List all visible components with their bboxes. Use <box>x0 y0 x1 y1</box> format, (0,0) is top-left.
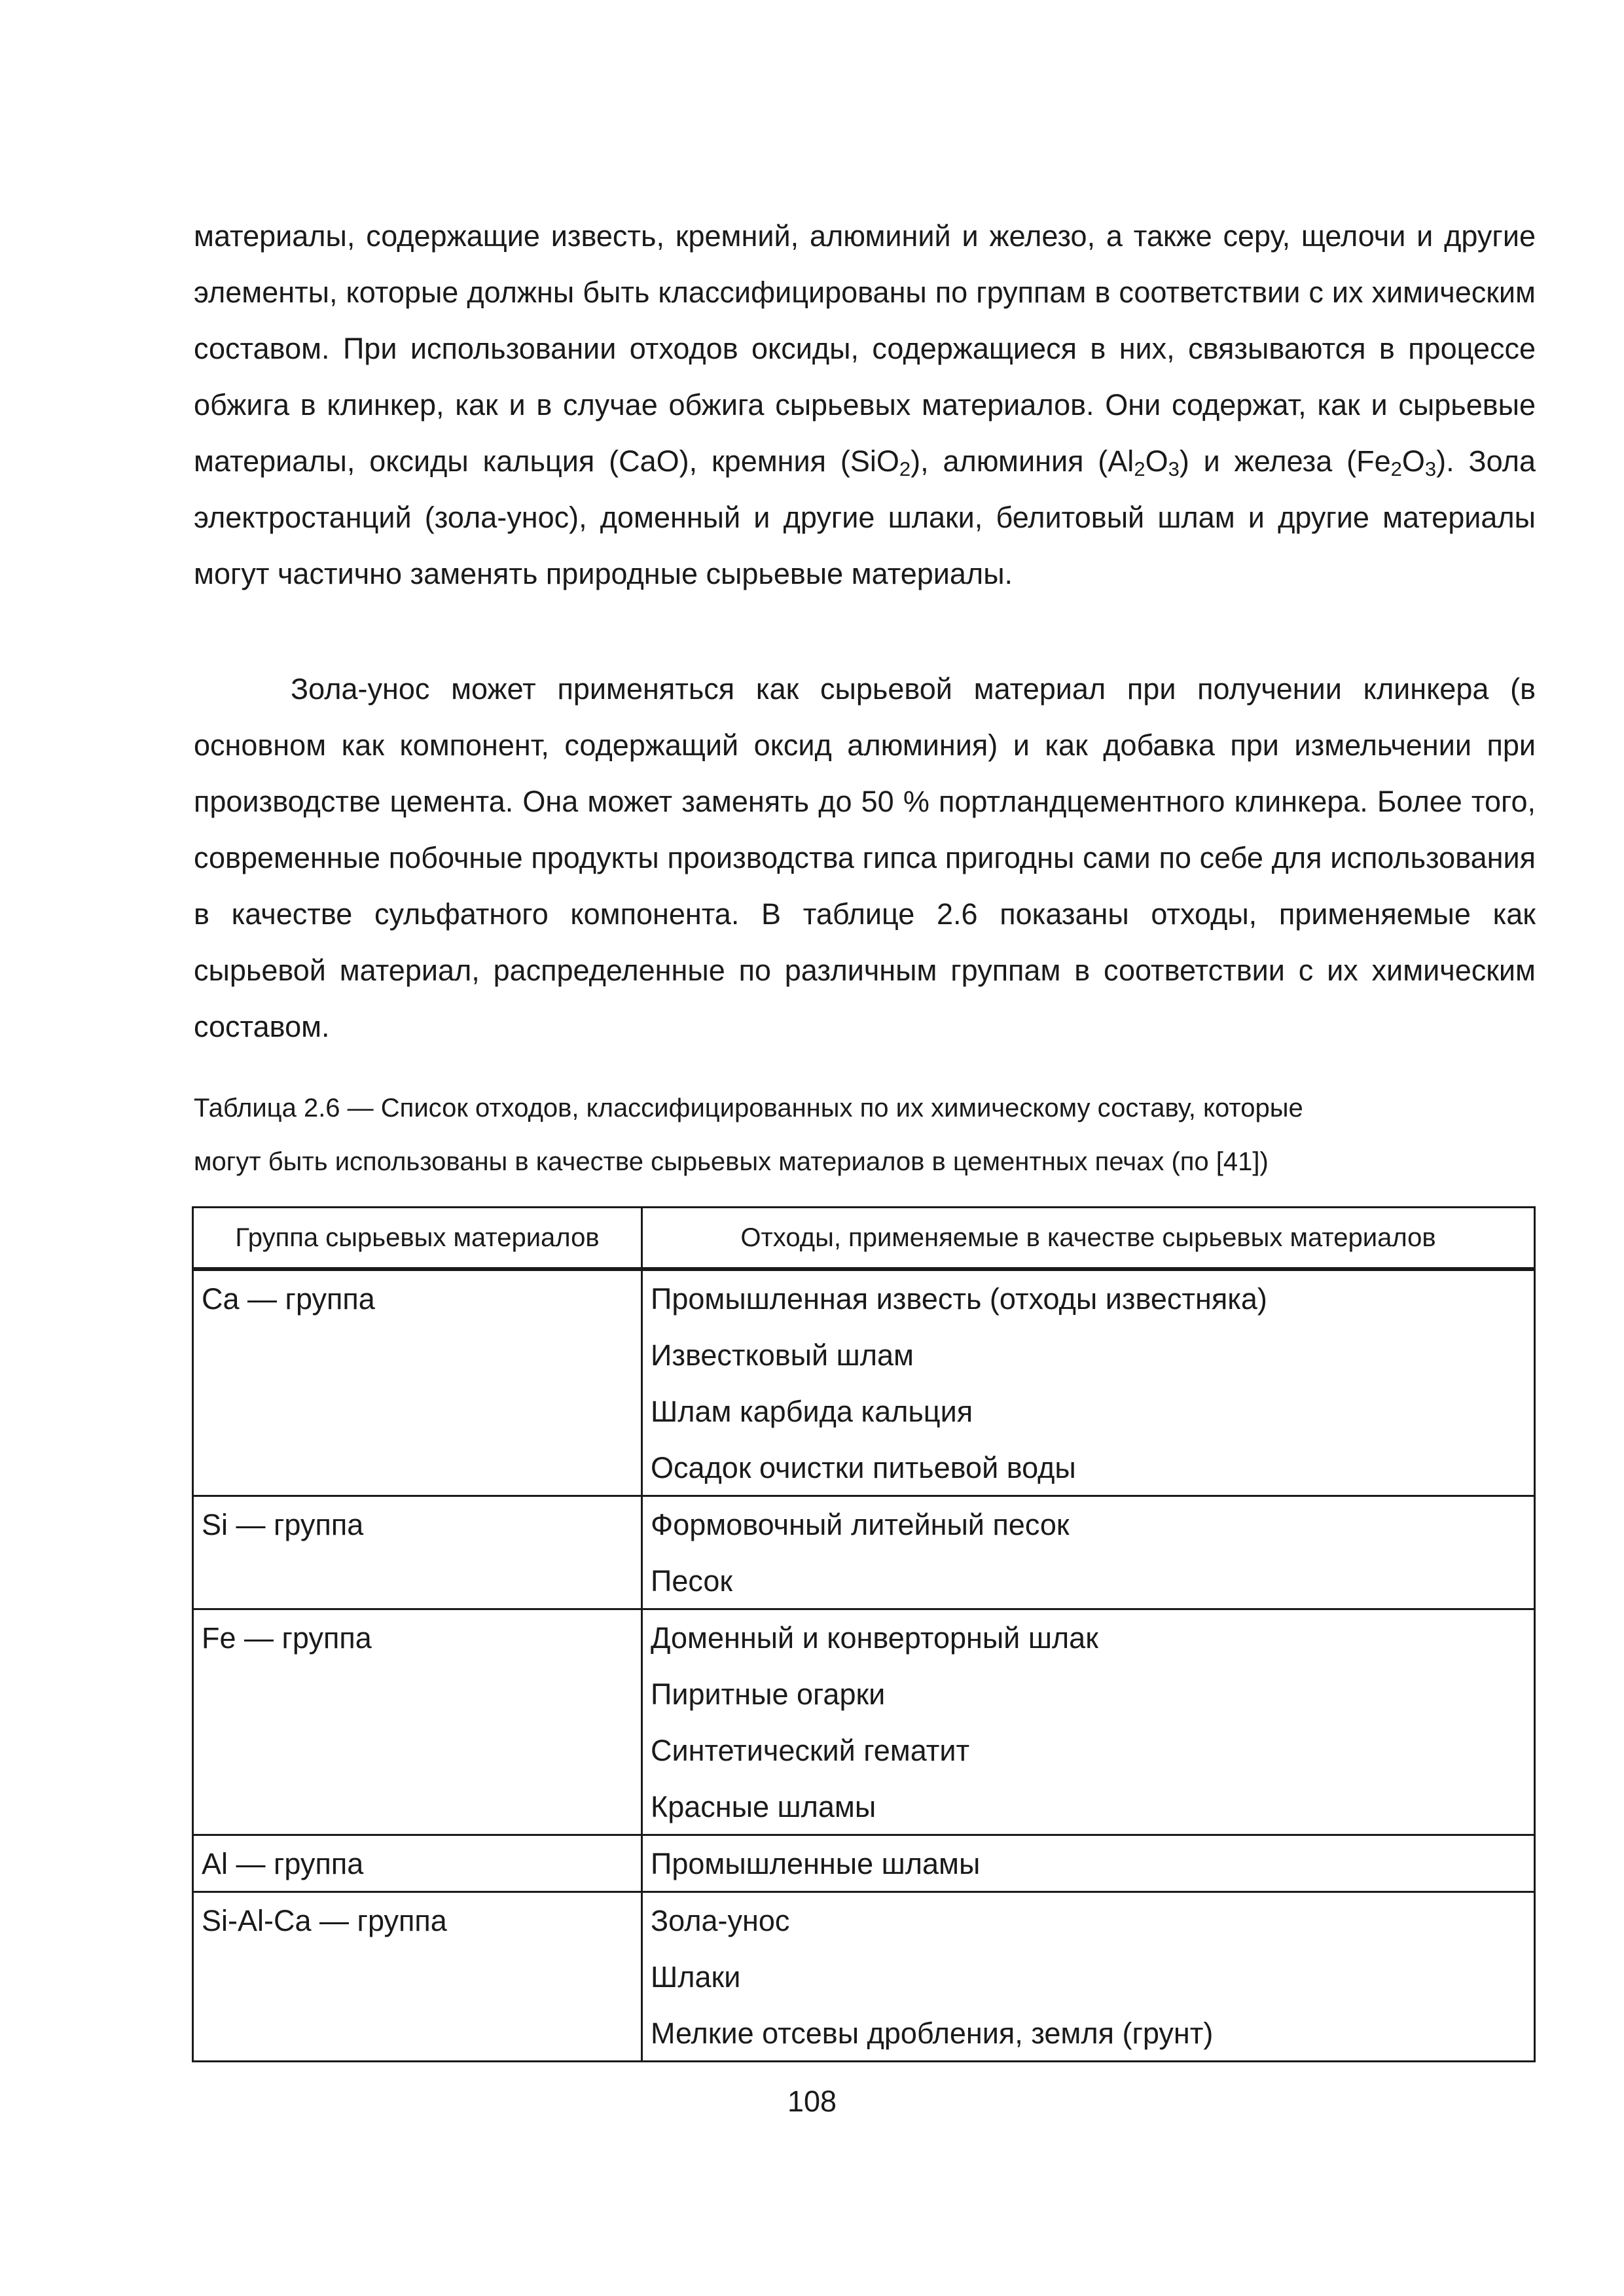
body-paragraph-2 <box>194 661 1536 1055</box>
table-body <box>193 1269 1535 2062</box>
waste-item: Красные шламы <box>651 1790 876 1823</box>
paragraph-text: O <box>1401 444 1425 478</box>
waste-item: Шлам карбида кальция <box>651 1395 973 1428</box>
waste-items-cell <box>642 1892 1535 2062</box>
table-row <box>193 1835 1535 1892</box>
waste-item: Известковый шлам <box>651 1338 914 1372</box>
subscript: 2 <box>1390 457 1402 480</box>
paragraph-text: ). Зола электростанций (зола-унос), доменный и другие шлаки, белитовый шлам и другие материалы могут частично заменять природные сырьевые материалы. <box>194 444 1536 590</box>
waste-item: Промышленная известь (отходы известняка) <box>651 1282 1267 1316</box>
table-row <box>193 1269 1535 1496</box>
subscript: 2 <box>899 457 911 480</box>
waste-item: Формовочный литейный песок <box>651 1508 1070 1541</box>
waste-item: Зола-унос <box>651 1904 790 1937</box>
waste-item: Мелкие отсевы дробления, земля (грунт) <box>651 2017 1214 2050</box>
waste-item: Осадок очистки питьевой воды <box>651 1451 1076 1484</box>
subscript: 2 <box>1134 457 1146 480</box>
waste-item: Песок <box>651 1564 733 1598</box>
page-number: 108 <box>787 2085 837 2118</box>
group-label: Si — группа <box>202 1508 364 1541</box>
group-label: Ca — группа <box>202 1282 375 1316</box>
table-header-row <box>193 1208 1535 1270</box>
paragraph-text: ), алюминия (Al <box>911 444 1134 478</box>
group-label: Si-Al-Ca — группа <box>202 1904 447 1937</box>
subscript: 3 <box>1424 457 1437 480</box>
column-header-waste: Отходы, применяемые в качестве сырьевых материалов <box>642 1208 1535 1270</box>
waste-item: Пиритные огарки <box>651 1677 886 1711</box>
group-cell <box>193 1496 642 1609</box>
group-cell <box>193 1835 642 1892</box>
waste-item: Шлаки <box>651 1960 741 1994</box>
subscript: 3 <box>1168 457 1180 480</box>
table-row <box>193 1609 1535 1835</box>
waste-classification-table <box>192 1206 1536 2062</box>
body-paragraph-1 <box>194 208 1536 602</box>
group-cell <box>193 1269 642 1496</box>
table-row <box>193 1496 1535 1609</box>
group-label: Al — группа <box>202 1847 364 1880</box>
waste-items-cell <box>642 1835 1535 1892</box>
waste-item: Синтетический гематит <box>651 1734 970 1767</box>
waste-item: Промышленные шламы <box>651 1847 981 1880</box>
column-header-group: Группа сырьевых материалов <box>193 1208 642 1270</box>
group-cell <box>193 1609 642 1835</box>
waste-items-cell <box>642 1269 1535 1496</box>
group-label: Fe — группа <box>202 1621 372 1655</box>
table-caption <box>194 1081 1536 1189</box>
paragraph-text: материалы, содержащие известь, кремний, алюминий и железо, а также серу, щелочи и другие элементы, которые должны быть классифицированы по группам в соответствии с их химическим составом. При использовании отходов оксиды, содержащиеся в них, связываются в процессе обжига в клинкер, как и в случае обжига сырьевых материалов. Они содержат, как и сырьевые материалы, оксиды кальция (CaO), кремния (SiO <box>194 219 1536 478</box>
table-caption-line: Таблица 2.6 — Список отходов, классифицированных по их химическому составу, которые <box>194 1094 1303 1122</box>
table-row <box>193 1892 1535 2062</box>
waste-item: Доменный и конверторный шлак <box>651 1621 1098 1655</box>
waste-items-cell <box>642 1496 1535 1609</box>
paragraph-text: ) и железа (Fe <box>1179 444 1391 478</box>
table-caption-line: могут быть использованы в качестве сырьевых материалов в цементных печах (по [41]) <box>194 1147 1269 1176</box>
group-cell <box>193 1892 642 2062</box>
waste-items-cell <box>642 1609 1535 1835</box>
paragraph-text: Зола-унос может применяться как сырьевой материал при получении клинкера (в основном как компонент, содержащий оксид алюминия) и как добавка при измельчении при производстве цемента. Она может заменять до 50 % портландцементного клинкера. Более того, современные побочные продукты производства гипса пригодны сами по себе для использования в качестве сульфатного компонента. В таблице 2.6 показаны отходы, применяемые как сырьевой материал, распределенные по различным группам в соответствии с их химическим составом. <box>194 672 1536 1043</box>
paragraph-text: O <box>1145 444 1168 478</box>
